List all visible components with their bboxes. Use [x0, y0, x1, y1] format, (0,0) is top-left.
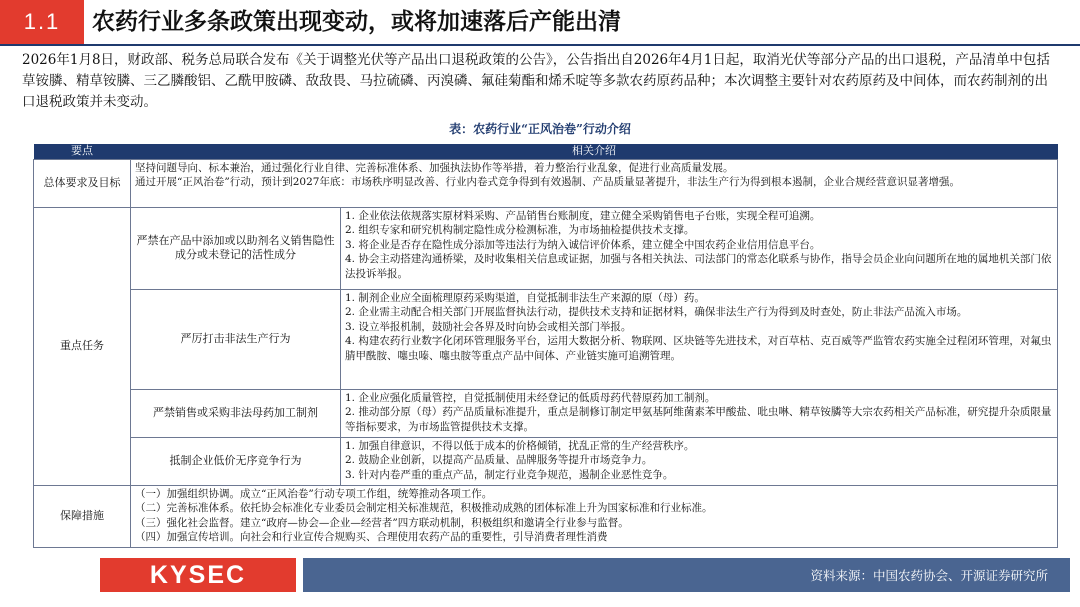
- list-item: 2. 推动部分原（母）药产品质量标准提升，重点是制修订制定甲氨基阿维菌素苯甲酸盐、吡虫啉、精草铵膦等大宗农药相关产品标准，研究提升杂质限量等指标要求，为市场监管提供技术支撑。: [345, 406, 1052, 433]
- slide-header: [0, 0, 1080, 44]
- list-item: 4. 构建农药行业数字化闭环管理服务平台，运用大数据分析、物联网、区块链等先进技术，对百草枯、克百威等严监管农药实施全过程闭环管理，对氟虫腈甲酰胺、噻虫嗪、噻虫胺等重点产品中间体、产业链实施可追溯管理。: [345, 335, 1052, 362]
- list-item: 4. 协会主动搭建沟通桥梁，及时收集相关信息或证据，加强与各相关执法、司法部门的常态化联系与协作，指导会员企业向问题所在地的属地机关部门依法投诉举报。: [345, 253, 1052, 280]
- source-bar: [303, 558, 1070, 592]
- content-line: （一）加强组织协调。成立“正风治卷”行动专项工作组，统筹推动各项工作。: [135, 487, 493, 500]
- task-items: [341, 437, 1058, 485]
- task-label: 严禁在产品中添加或以助剂名义销售隐性成分或未登记的活性成分: [131, 207, 341, 289]
- table-row: [34, 485, 1058, 547]
- table-row: [34, 389, 1058, 437]
- policy-table: [33, 144, 1058, 548]
- row-key: 重点任务: [34, 207, 131, 485]
- task-items: [341, 207, 1058, 289]
- list-item: 3. 设立举报机制，鼓励社会各界及时向协会或相关部门举报。: [345, 320, 632, 333]
- task-label: 抵制企业低价无序竞争行为: [131, 437, 341, 485]
- content-line: 坚持问题导向、标本兼治，通过强化行业自律、完善标准体系、加强执法协作等举措，着力整治行业乱象，促进行业高质量发展。: [135, 161, 734, 174]
- table-row: [34, 159, 1058, 207]
- logo-text: KYSEC: [149, 560, 247, 589]
- table-header-row: [34, 144, 1058, 159]
- slide-footer: [0, 558, 1080, 607]
- table-row: [34, 289, 1058, 389]
- content-line: （二）完善标准体系。依托协会标准化专业委员会制定相关标准规范，积极推动成熟的团体标准上升为国家标准和行业标准。: [135, 502, 713, 514]
- table-row: [34, 207, 1058, 289]
- list-item: 2. 组织专家和研究机构制定隐性成分检测标准，为市场抽检提供技术支撑。: [345, 224, 695, 236]
- row-key: 保障措施: [34, 485, 131, 547]
- kysec-logo: [100, 558, 296, 592]
- row-content: [131, 485, 1058, 547]
- list-item: 3. 将企业是否存在隐性成分添加等违法行为纳入诚信评价体系，建立健全中国农药企业信用信息平台。: [345, 238, 821, 251]
- content-line: （四）加强宣传培训。向社会和行业宣传合规购买、合理使用农药产品的重要性，引导消费者理性消费: [135, 531, 608, 543]
- table-caption: 表：农药行业“正风治卷”行动介绍: [449, 122, 631, 136]
- list-item: 1. 加强自律意识，不得以低于成本的价格倾销，扰乱正常的生产经营秩序。: [345, 439, 695, 452]
- list-item: 1. 制剂企业应全面梳理原药采购渠道，自觉抵制非法生产来源的原（母）药。: [345, 291, 705, 304]
- list-item: 2. 企业需主动配合相关部门开展监督执法行动，提供技术支持和证据材料，确保非法生产行为得到及时查处，防止非法产品流入市场。: [345, 306, 968, 318]
- content-line: 通过开展“正风治卷”行动，预计到2027年底：市场秩序明显改善、行业内卷式竞争得到有效遏制、产品质量显著提升，非法生产行为得到根本遏制，企业合规经营意识显著增强。: [135, 176, 960, 188]
- intro-paragraph: 2026年1月8日，财政部、税务总局联合发布《关于调整光伏等产品出口退税政策的公告》，公告指出自2026年4月1日起，取消光伏等部分产品的出口退税，产品清单中包括草铵膦、精草铵膦、三乙膦酸铝、乙酰甲胺磷、敌敌畏、马拉硫磷、丙溴磷、氟硅菊酯和烯禾啶等多款农药原药品种；本次调整主要针对农药原药及中间体，而农药制剂的出口退税政策并未变动。: [22, 52, 1050, 110]
- section-number: 1.1: [0, 0, 84, 44]
- column-header: 要点: [34, 144, 131, 159]
- page-title: 农药行业多条政策出现变动，或将加速落后产能出清: [92, 8, 621, 35]
- list-item: 1. 企业依法依规落实原材料采购、产品销售台账制度，建立健全采购销售电子台账，实现全程可追溯。: [345, 209, 821, 222]
- content-line: （三）强化社会监督。建立“政府—协会—企业—经营者”四方联动机制，积极组织和邀请全行业参与监督。: [135, 516, 629, 529]
- column-header: 相关介绍: [131, 144, 1058, 159]
- header-divider: [0, 44, 1080, 46]
- table-row: [34, 437, 1058, 485]
- row-content: [131, 159, 1058, 207]
- task-items: [341, 289, 1058, 389]
- task-label: 严禁销售或采购非法母药加工制剂: [131, 389, 341, 437]
- list-item: 1. 企业应强化质量管控，自觉抵制使用未经登记的低质母药代替原药加工制剂。: [345, 391, 716, 404]
- source-note: 资料来源：中国农药协会、开源证券研究所: [810, 568, 1048, 583]
- row-key: 总体要求及目标: [34, 159, 131, 207]
- list-item: 2. 鼓励企业创新，以提高产品质量、品牌服务等提升市场竞争力。: [345, 454, 653, 466]
- task-label: 严厉打击非法生产行为: [131, 289, 341, 389]
- task-items: [341, 389, 1058, 437]
- list-item: 3. 针对内卷严重的重点产品，制定行业竞争规范，遏制企业恶性竞争。: [345, 468, 674, 481]
